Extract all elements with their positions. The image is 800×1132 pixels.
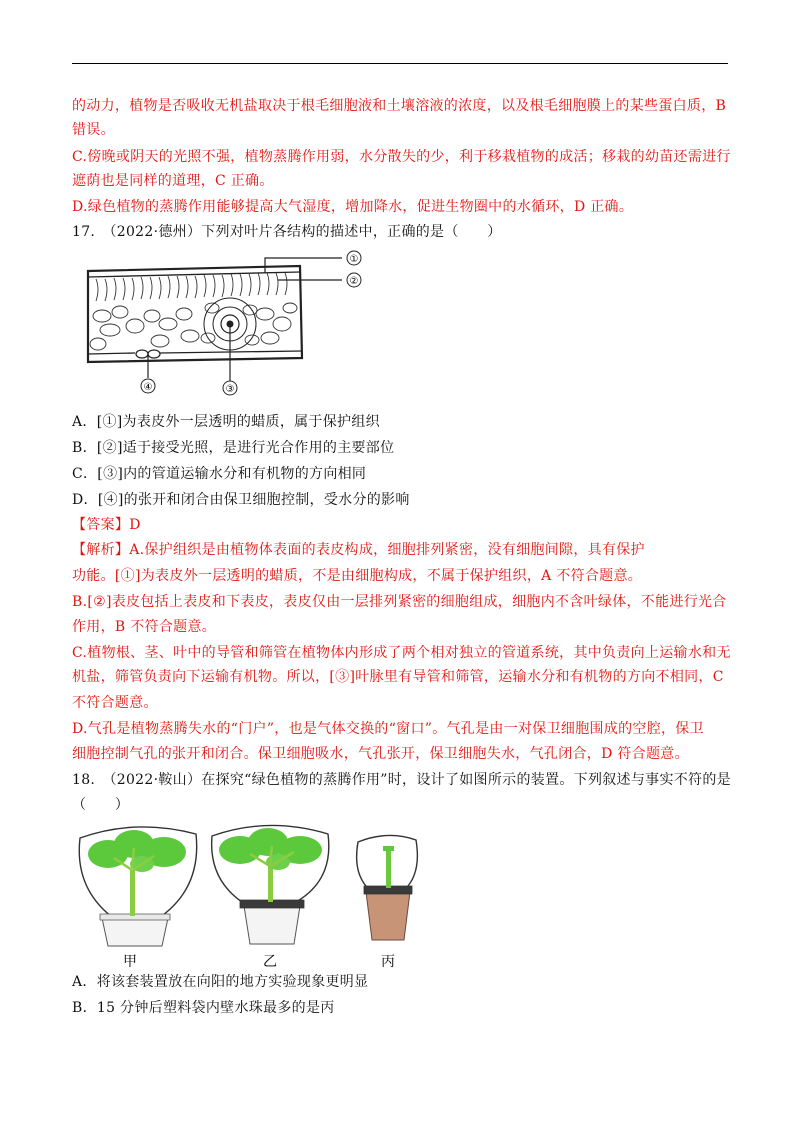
setup-jia (79, 827, 196, 946)
figure-label-2: ② (349, 276, 359, 287)
prev-analysis-line-1: 的动力，植物是否吸收无机盐取决于根毛细胞液和土壤溶液的浓度，以及根毛细胞膜上的某些蛋白质，B (72, 98, 727, 114)
setup-bing (357, 835, 418, 940)
q17-analysis-line-6: 机盐，筛管负责向下运输有机物。所以，[③]叶脉里有导管和筛管，运输水分和有机物的方向不相同，C (72, 669, 724, 685)
prev-analysis-line-3: C.傍晚或阴天的光照不强，植物蒸腾作用弱，水分散失的少，利于移栽植物的成活；移栽的幼苗还需进行 (72, 149, 731, 165)
q17-option-b: B．[②]适于接受光照，是进行光合作用的主要部位 (72, 440, 395, 456)
q18-stem-line-2: （ ） (72, 797, 130, 813)
q18-option-a: A．将该套装置放在向阳的地方实验现象更明显 (72, 974, 369, 990)
q17-option-d: D．[④]的张开和闭合由保卫细胞控制，受水分的影响 (72, 492, 410, 508)
q17-option-a: A．[①]为表皮外一层透明的蜡质，属于保护组织 (72, 414, 380, 430)
figure-label-1: ① (349, 254, 359, 265)
q17-analysis-line-3: B.[②]表皮包括上表皮和下表皮，表皮仅由一层排列紧密的细胞组成，细胞内不含叶绿体，不能进行光合 (72, 594, 727, 610)
q17-analysis-line-9: 细胞控制气孔的张开和闭合。保卫细胞吸水，气孔张开，保卫细胞失水，气孔闭合，D 符合题意。 (72, 746, 689, 762)
caption-jia: 甲 (123, 954, 137, 970)
q17-analysis-line-1: 【解析】A.保护组织是由植物体表面的表皮构成，细胞排列紧密，没有细胞间隙，具有保护 (72, 542, 645, 558)
prev-analysis-line-2: 错误。 (72, 122, 115, 138)
transpiration-apparatus-figure (72, 820, 432, 970)
figure-label-3: ③ (225, 384, 235, 395)
q17-analysis-line-8: D.气孔是植物蒸腾失水的“门户”，也是气体交换的“窗口”。气孔是由一对保卫细胞围成的空腔，保卫 (72, 721, 704, 737)
q17-analysis-line-2: 功能。[①]为表皮外一层透明的蜡质，不是由细胞构成，不属于保护组织，A 不符合题意。 (72, 568, 643, 584)
figure-label-4: ④ (143, 382, 153, 393)
q17-analysis-line-5: C.植物根、茎、叶中的导管和筛管在植物体内形成了两个相对独立的管道系统，其中负责向上运输水和无 (72, 645, 731, 661)
q17-stem: 17. （2022·德州）下列对叶片各结构的描述中，正确的是（ ） (72, 224, 502, 240)
prev-analysis-line-5: D.绿色植物的蒸腾作用能够提高大气湿度，增加降水，促进生物圈中的水循环，D 正确。 (72, 199, 634, 215)
setup-yi (212, 825, 329, 944)
header-rule (72, 63, 728, 64)
q18-stem: 18. （2022·鞍山）在探究“绿色植物的蒸腾作用”时，设计了如图所示的装置。下列叙述与事实不符的是 (72, 772, 731, 788)
q17-answer: 【答案】D (72, 517, 141, 533)
q17-analysis-line-4: 作用，B 不符合题意。 (72, 619, 217, 635)
q17-option-c: C．[③]内的管道运输水分和有机物的方向相同 (72, 466, 367, 482)
leaf-cross-section-figure (80, 246, 380, 396)
caption-yi: 乙 (263, 954, 277, 970)
caption-bing: 丙 (381, 954, 395, 970)
prev-analysis-line-4: 遮荫也是同样的道理，C 正确。 (72, 173, 274, 189)
q17-analysis-line-7: 不符合题意。 (72, 695, 158, 711)
q18-option-b: B．15 分钟后塑料袋内壁水珠最多的是丙 (72, 1000, 335, 1016)
